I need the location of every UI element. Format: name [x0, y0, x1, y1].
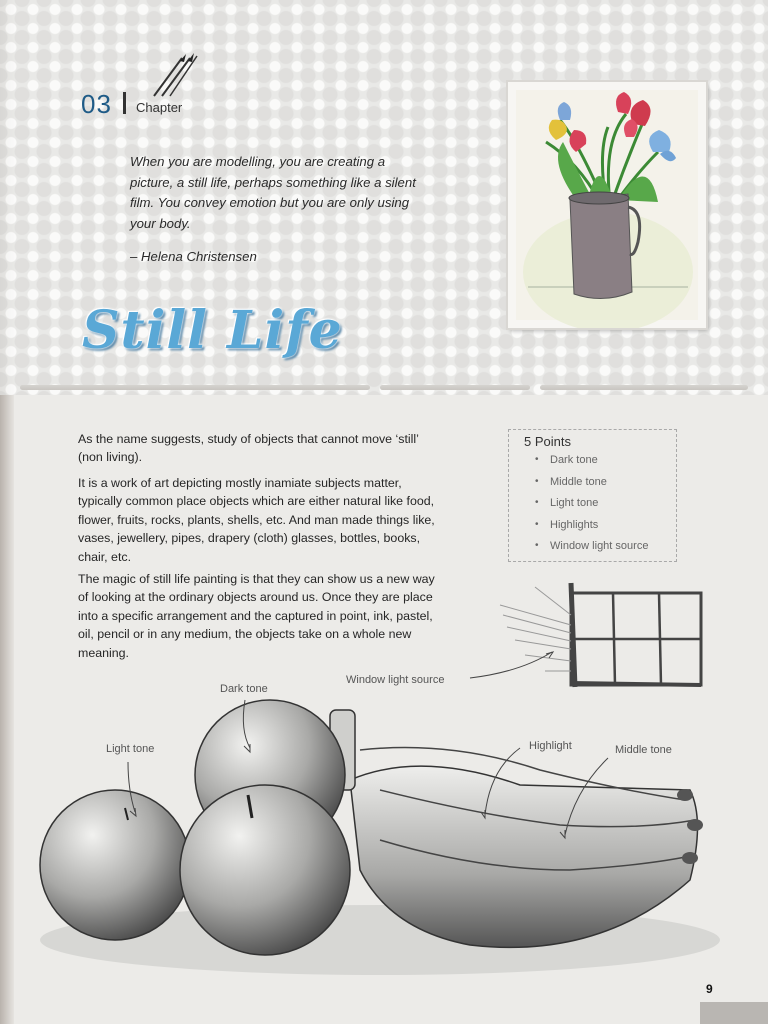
paragraph-intro: As the name suggests, study of objects that cannot move ‘still’ (non living). — [78, 432, 419, 465]
chapter-quote: When you are modelling, you are creating a picture, a still life, perhaps something like a silent film. You convey emotion but you are only using your body. — [130, 154, 416, 231]
list-item: • Window light source — [509, 540, 648, 562]
divider-rule-right — [540, 385, 748, 390]
page-number: 9 — [706, 982, 713, 996]
page-corner — [700, 1002, 768, 1024]
quote-author: – Helena Christensen — [130, 249, 257, 264]
label-middle-tone: Middle tone — [615, 744, 672, 756]
tulip-painting-image — [508, 82, 706, 328]
chapter-number: 03 — [81, 89, 112, 119]
divider-rule-left — [20, 385, 370, 390]
label-window-light: Window light source — [346, 674, 445, 686]
chapter-divider — [123, 92, 126, 114]
page-title: Still Life — [82, 300, 343, 361]
points-box-title: 5 Points — [524, 434, 571, 449]
label-dark-tone: Dark tone — [220, 683, 268, 695]
divider-rule-middle — [380, 385, 530, 390]
list-item: • Middle tone — [509, 476, 648, 498]
label-light-tone: Light tone — [106, 743, 155, 755]
fruit-sketch — [0, 640, 768, 1024]
chapter-label: Chapter — [136, 100, 183, 115]
list-item: • Dark tone — [509, 454, 648, 476]
points-list — [509, 454, 648, 562]
list-item: • Light tone — [509, 497, 648, 519]
list-item: • Highlights — [509, 519, 648, 541]
paintbrush-icon — [150, 52, 200, 98]
label-highlight: Highlight — [529, 740, 572, 752]
paragraph-definition: It is a work of art depicting mostly inamiate subjects matter, typically common place objects which are either natural like food, flower, fruits, rocks, plants, shells, etc. And man made things like, vases, jewellery, pipes, drapery (cloth) glasses, bottles, books, chair, etc. — [78, 476, 435, 564]
paragraph-magic: The magic of still life painting is that they can show us a new way of looking at the ordinary objects around us. Once they are place into a specific arrangement and the captured in point, ink, pastel, oil, pencil or in any medium, the objects take on a whole new meaning. — [78, 572, 435, 660]
